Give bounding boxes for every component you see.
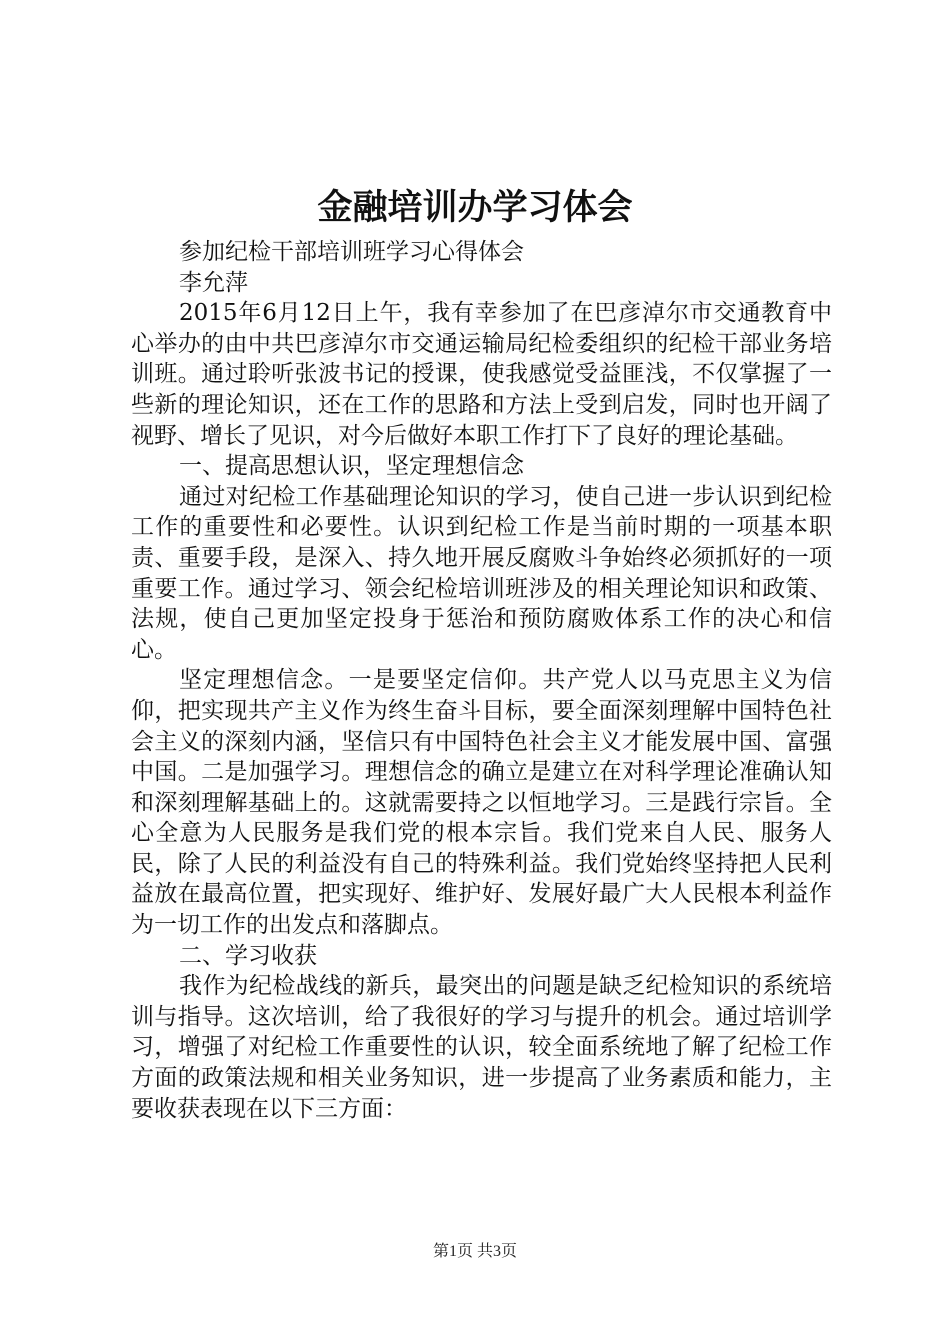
intro-paragraph: 2015年6月12日上午，我有幸参加了在巴彦淖尔市交通教育中心举办的由中共巴彦淖尔市交通运输局纪检委组织的纪检干部业务培训班。通过聆听张波书记的授课，使我感觉受益匪浅，不仅掌握了一些新的理论知识，还在工作的思路和方法上受到启发，同时也开阔了视野、增长了见识，对今后做好本职工作打下了良好的理论基础。 [131,300,832,449]
page-footer: 第1页 共3页 [432,1243,517,1260]
body-paragraph: 我作为纪检战线的新兵，最突出的问题是缺乏纪检知识的系统培训与指导。这次培训，给了我很好的学习与提升的机会。通过培训学习，增强了对纪检工作重要性的认识，较全面系统地了解了纪检工作方面的政策法规和相关业务知识，进一步提高了业务素质和能力，主要收获表现在以下三方面： [131,973,832,1122]
document-title: 金融培训办学习体会 [317,188,633,228]
section-heading-1: 一、提高思想认识，坚定理想信念 [179,453,524,480]
subtitle-paragraph: 参加纪检干部培训班学习心得体会 [179,239,524,265]
body-paragraph: 坚定理想信念。一是要坚定信仰。共产党人以马克思主义为信仰，把实现共产主义作为终生奋斗目标，要全面深刻理解中国特色社会主义的深刻内涵，坚信只有中国特色社会主义才能发展中国、富强中国。二是加强学习。理想信念的确立是建立在对科学理论准确认知和深刻理解基础上的。这就需要持之以恒地学习。三是践行宗旨。全心全意为人民服务是我们党的根本宗旨。我们党来自人民、服务人民，除了人民的利益没有自己的特殊利益。我们党始终坚持把人民利益放在最高位置，把实现好、维护好、发展好最广大人民根本利益作为一切工作的出发点和落脚点。 [131,667,832,939]
author-paragraph: 李允萍 [179,269,248,296]
body-paragraph: 通过对纪检工作基础理论知识的学习，使自己进一步认识到纪检工作的重要性和必要性。认识到纪检工作是当前时期的一项基本职责、重要手段，是深入、持久地开展反腐败斗争始终必须抓好的一项重要工作。通过学习、领会纪检培训班涉及的相关理论知识和政策、法规，使自己更加坚定投身于惩治和预防腐败体系工作的决心和信心。 [131,483,832,663]
section-heading-2: 二、学习收获 [179,942,317,969]
document-body [131,237,832,1124]
